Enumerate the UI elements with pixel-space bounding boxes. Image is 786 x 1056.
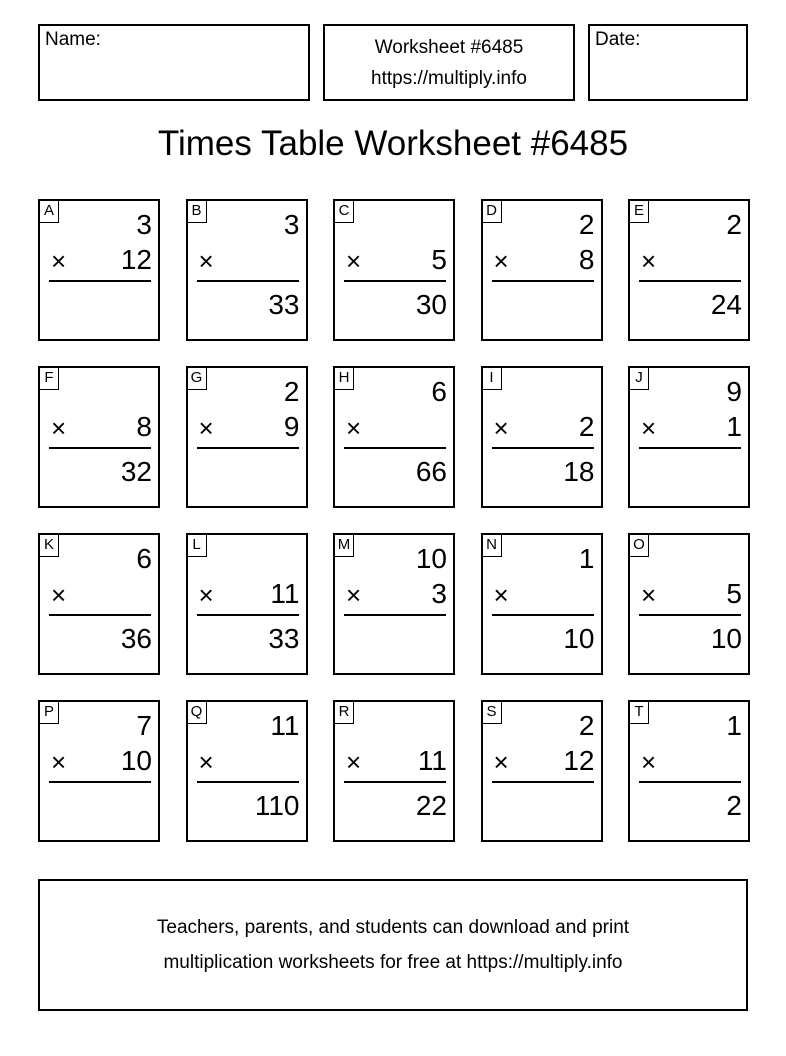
answer-line — [344, 447, 446, 449]
top-factor: 2 — [283, 376, 300, 407]
product: 22 — [415, 790, 447, 821]
top-factor: 1 — [578, 543, 595, 574]
problem-letter: B — [188, 201, 207, 223]
date-label: Date: — [595, 29, 641, 50]
multiply-sign: × — [641, 246, 657, 276]
answer-line — [197, 280, 299, 282]
name-label: Name: — [45, 29, 101, 50]
multiply-sign: × — [493, 580, 509, 610]
problem-card-d[interactable] — [481, 199, 603, 341]
problem-letter: K — [40, 535, 59, 557]
multiply-sign: × — [51, 580, 67, 610]
multiply-sign: × — [51, 747, 67, 777]
answer-line — [344, 280, 446, 282]
answer-line — [639, 280, 741, 282]
multiply-sign: × — [493, 747, 509, 777]
problem-card-h[interactable] — [333, 366, 455, 508]
multiply-sign: × — [346, 580, 362, 610]
bottom-factor: 1 — [726, 411, 742, 442]
answer-line — [639, 781, 741, 783]
top-factor: 2 — [578, 209, 595, 240]
answer-line — [492, 614, 594, 616]
problem-letter: P — [40, 702, 59, 724]
answer-line — [492, 781, 594, 783]
problem-letter: L — [188, 535, 207, 557]
multiply-sign: × — [198, 747, 214, 777]
answer-line — [197, 781, 299, 783]
top-factor: 3 — [283, 209, 300, 240]
multiply-sign: × — [641, 747, 657, 777]
worksheet-number: Worksheet #6485 — [374, 36, 524, 58]
problem-card-k[interactable] — [38, 533, 160, 675]
problem-card-t[interactable] — [628, 700, 750, 842]
problem-letter: Q — [188, 702, 207, 724]
worksheet-id-box — [323, 24, 575, 101]
problem-card-o[interactable] — [628, 533, 750, 675]
multiply-sign: × — [493, 246, 509, 276]
bottom-factor: 9 — [283, 411, 300, 442]
answer-line — [639, 447, 741, 449]
name-box[interactable] — [38, 24, 310, 101]
multiply-sign: × — [198, 413, 214, 443]
bottom-factor: 3 — [431, 578, 447, 609]
problem-letter: E — [630, 201, 649, 223]
answer-line — [639, 614, 741, 616]
problem-card-q[interactable] — [186, 700, 308, 842]
problem-card-f[interactable] — [38, 366, 160, 508]
problem-card-e[interactable] — [628, 199, 750, 341]
answer-line — [49, 614, 151, 616]
problem-card-a[interactable] — [38, 199, 160, 341]
product: 10 — [563, 623, 595, 654]
multiply-sign: × — [641, 580, 657, 610]
problem-letter: J — [630, 368, 649, 390]
bottom-factor: 5 — [431, 244, 447, 275]
answer-line — [49, 447, 151, 449]
bottom-factor: 2 — [578, 411, 595, 442]
top-factor: 1 — [726, 710, 742, 741]
answer-line — [49, 280, 151, 282]
multiply-sign: × — [346, 246, 362, 276]
product: 30 — [415, 289, 447, 320]
footer-line-2: multiplication worksheets for free at https://multiply.info — [163, 952, 623, 973]
answer-line — [492, 280, 594, 282]
problem-card-s[interactable] — [481, 700, 603, 842]
problem-card-n[interactable] — [481, 533, 603, 675]
problem-letter: N — [483, 535, 502, 557]
footer-note — [38, 879, 748, 1011]
problem-card-i[interactable] — [481, 366, 603, 508]
product: 66 — [415, 456, 447, 487]
top-factor: 6 — [136, 543, 152, 574]
problem-letter: A — [40, 201, 59, 223]
problem-letter: D — [483, 201, 502, 223]
problem-card-l[interactable] — [186, 533, 308, 675]
footer-line-1: Teachers, parents, and students can download and print — [156, 917, 630, 938]
multiply-sign: × — [51, 246, 67, 276]
problem-letter: R — [335, 702, 354, 724]
bottom-factor: 12 — [563, 745, 595, 776]
problem-card-p[interactable] — [38, 700, 160, 842]
problem-letter: F — [40, 368, 59, 390]
answer-line — [344, 614, 446, 616]
multiply-sign: × — [51, 413, 67, 443]
problem-card-m[interactable] — [333, 533, 455, 675]
multiply-sign: × — [641, 413, 657, 443]
multiply-sign: × — [346, 747, 362, 777]
problem-card-b[interactable] — [186, 199, 308, 341]
top-factor: 7 — [136, 710, 152, 741]
product: 32 — [120, 456, 152, 487]
problem-card-g[interactable] — [186, 366, 308, 508]
date-box[interactable] — [588, 24, 748, 101]
page-title: Times Table Worksheet #6485 — [157, 124, 629, 163]
product: 33 — [268, 289, 300, 320]
problem-card-c[interactable] — [333, 199, 455, 341]
bottom-factor: 11 — [417, 745, 447, 776]
problem-letter: H — [335, 368, 354, 390]
problem-card-j[interactable] — [628, 366, 750, 508]
top-factor: 2 — [578, 710, 595, 741]
problem-letter: O — [630, 535, 649, 557]
product: 33 — [268, 623, 300, 654]
problem-letter: T — [630, 702, 649, 724]
top-factor: 9 — [726, 376, 742, 407]
answer-line — [492, 447, 594, 449]
top-factor: 10 — [415, 543, 447, 574]
problem-card-r[interactable] — [333, 700, 455, 842]
top-factor: 2 — [726, 209, 742, 240]
top-factor: 6 — [431, 376, 447, 407]
product: 36 — [120, 623, 152, 654]
top-factor: 3 — [136, 209, 152, 240]
product: 110 — [254, 790, 300, 821]
top-factor: 11 — [270, 710, 300, 741]
problem-letter: C — [335, 201, 354, 223]
problem-letter: I — [483, 368, 502, 390]
multiply-sign: × — [346, 413, 362, 443]
answer-line — [197, 447, 299, 449]
product: 24 — [710, 289, 742, 320]
product: 10 — [710, 623, 742, 654]
product: 2 — [726, 790, 742, 821]
answer-line — [197, 614, 299, 616]
problem-letter: M — [335, 535, 354, 557]
bottom-factor: 8 — [578, 244, 595, 275]
bottom-factor: 10 — [120, 745, 152, 776]
product: 18 — [563, 456, 595, 487]
bottom-factor: 5 — [726, 578, 742, 609]
answer-line — [344, 781, 446, 783]
worksheet-url: https://multiply.info — [371, 67, 527, 89]
bottom-factor: 8 — [136, 411, 152, 442]
problem-letter: G — [188, 368, 207, 390]
bottom-factor: 11 — [270, 578, 300, 609]
multiply-sign: × — [198, 246, 214, 276]
answer-line — [49, 781, 151, 783]
problem-letter: S — [483, 702, 502, 724]
problem-grid — [38, 199, 750, 842]
bottom-factor: 12 — [120, 244, 152, 275]
multiply-sign: × — [198, 580, 214, 610]
multiply-sign: × — [493, 413, 509, 443]
